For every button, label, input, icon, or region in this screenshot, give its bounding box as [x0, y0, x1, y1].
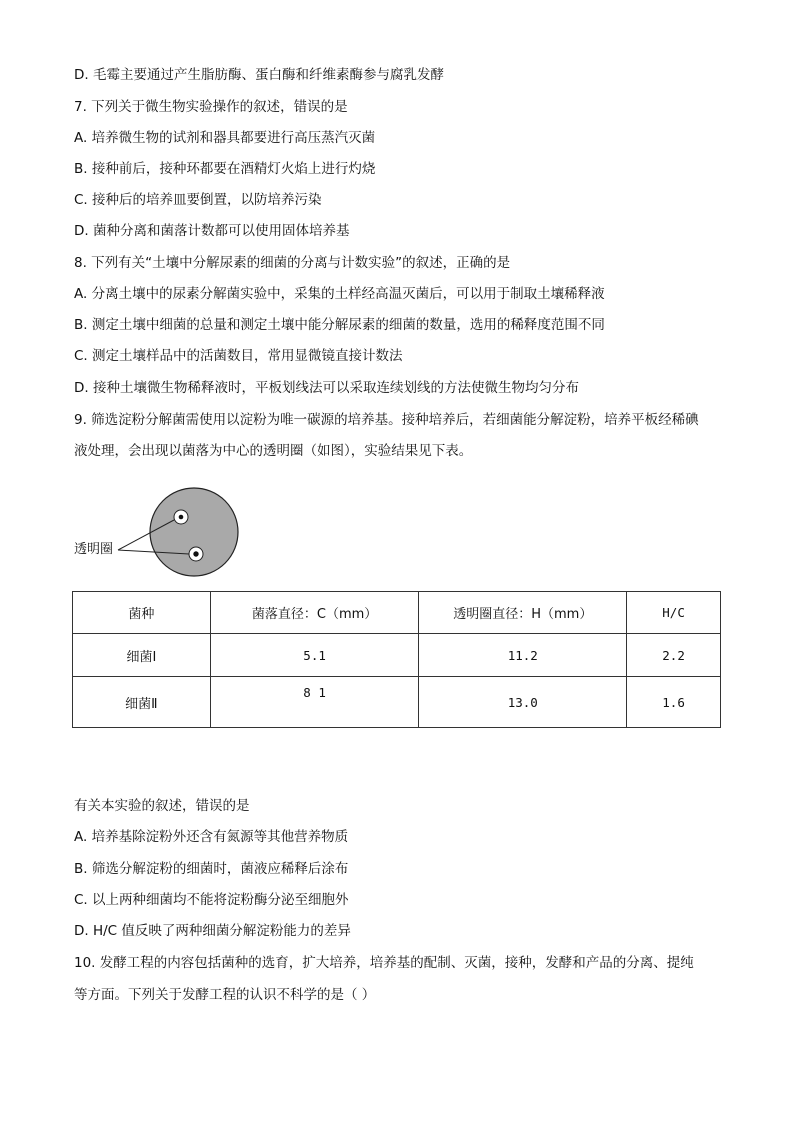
clear-zone-label: 透明圈	[74, 542, 114, 557]
question-8-stem: 8. 下列有关“土壤中分解尿素的细菌的分离与计数实验”的叙述，正确的是	[74, 255, 511, 271]
option-7d: D. 菌种分离和菌落计数都可以使用固体培养基	[74, 223, 350, 239]
question-9-prompt: 有关本实验的叙述，错误的是	[74, 798, 250, 814]
option-6d: D. 毛霉主要通过产生脂肪酶、蛋白酶和纤维素酶参与腐乳发酵	[74, 67, 444, 83]
question-10-stem-line1: 10. 发酵工程的内容包括菌种的选育，扩大培养，培养基的配制、灭菌，接种，发酵和产品的分离、提纯	[74, 955, 694, 971]
option-8a: A. 分离土壤中的尿素分解菌实验中，采集的土样经高温灭菌后，可以用于制取土壤稀释液	[74, 286, 605, 302]
header-strain: 菌种	[73, 592, 211, 634]
cell-strain: 细菌Ⅰ	[73, 634, 211, 677]
option-8c: C. 测定土壤样品中的活菌数目，常用显微镜直接计数法	[74, 348, 403, 364]
culture-plate	[150, 488, 238, 576]
option-9a: A. 培养基除淀粉外还含有氮源等其他营养物质	[74, 829, 349, 845]
cell-strain: 细菌Ⅱ	[73, 677, 211, 728]
option-7a: A. 培养微生物的试剂和器具都要进行高压蒸汽灭菌	[74, 130, 376, 146]
culture-plate-figure	[70, 484, 270, 584]
option-7b: B. 接种前后，接种环都要在酒精灯火焰上进行灼烧	[74, 161, 376, 177]
question-7-stem: 7. 下列关于微生物实验操作的叙述，错误的是	[74, 99, 348, 115]
option-9b: B. 筛选分解淀粉的细菌时，菌液应稀释后涂布	[74, 861, 349, 877]
results-table	[72, 591, 721, 728]
table-row	[73, 677, 721, 728]
table-row	[73, 634, 721, 677]
cell-clear-zone-diameter: 11.2	[419, 634, 627, 677]
header-colony-diameter: 菌落直径：C（mm）	[210, 592, 419, 634]
cell-colony-diameter: 8 1	[210, 677, 419, 728]
question-10-stem-line2: 等方面。下列关于发酵工程的认识不科学的是（ ）	[74, 987, 376, 1003]
option-9d: D. H/C 值反映了两种细菌分解淀粉能力的差异	[74, 923, 351, 939]
header-ratio: H/C	[627, 592, 721, 634]
option-8b: B. 测定土壤中细菌的总量和测定土壤中能分解尿素的细菌的数量，选用的稀释度范围不同	[74, 317, 605, 333]
header-clear-zone-diameter: 透明圈直径：H（mm）	[419, 592, 627, 634]
cell-colony-diameter: 5.1	[210, 634, 419, 677]
option-7c: C. 接种后的培养皿要倒置，以防培养污染	[74, 192, 322, 208]
table-header-row	[73, 592, 721, 634]
colony-1	[179, 515, 184, 520]
cell-ratio: 2.2	[627, 634, 721, 677]
cell-clear-zone-diameter: 13.0	[419, 677, 627, 728]
question-9-stem-line2: 液处理，会出现以菌落为中心的透明圈（如图），实验结果见下表。	[74, 443, 473, 459]
option-8d: D. 接种土壤微生物稀释液时，平板划线法可以采取连续划线的方法使微生物均匀分布	[74, 380, 579, 396]
option-9c: C. 以上两种细菌均不能将淀粉酶分泌至细胞外	[74, 892, 349, 908]
colony-2	[193, 551, 198, 556]
question-9-stem-line1: 9. 筛选淀粉分解菌需使用以淀粉为唯一碳源的培养基。接种培养后，若细菌能分解淀粉，培养平板经稀碘	[74, 412, 699, 428]
cell-ratio: 1.6	[627, 677, 721, 728]
culture-plate-diagram	[70, 484, 270, 584]
